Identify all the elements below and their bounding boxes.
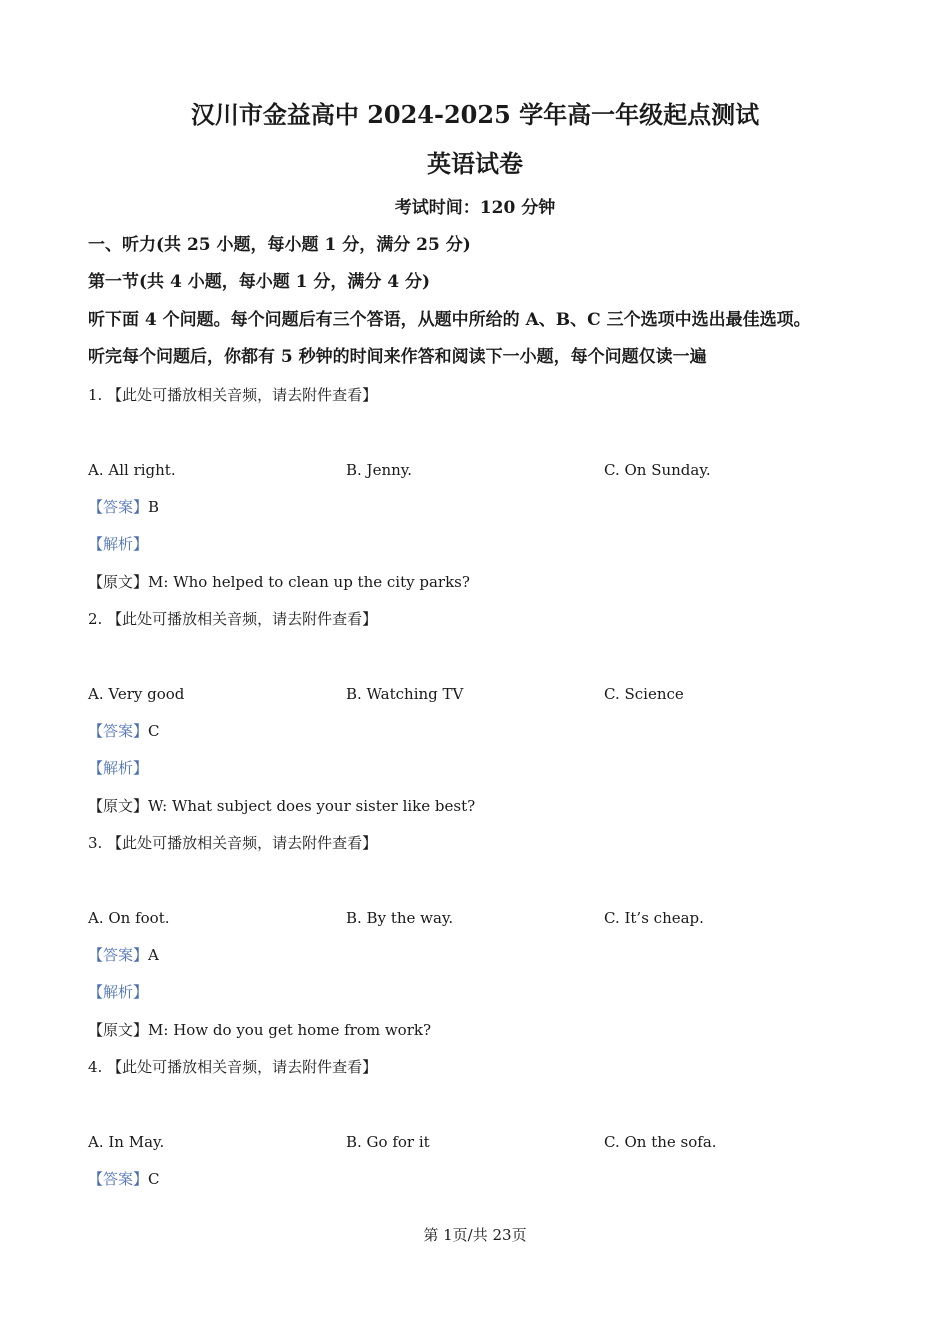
instruction-line: 听完每个问题后，你都有 5 秒钟的时间来作答和阅读下一小题，每个问题仅读一遍 — [88, 347, 707, 367]
analysis-line — [88, 757, 148, 779]
answer-tag: 【答案】 — [88, 946, 149, 964]
original-tag: 【原文】 — [88, 573, 149, 591]
answer-line — [88, 1168, 160, 1190]
answer-value: A — [148, 946, 159, 964]
answer-value: C — [148, 722, 160, 740]
original-text: M: Who helped to clean up the city parks? — [148, 573, 470, 591]
option-a: A. All right. — [88, 461, 176, 479]
original-text: W: What subject does your sister like best? — [148, 797, 476, 815]
answer-line — [88, 720, 160, 742]
question-prompt: 3. 【此处可播放相关音频，请去附件查看】 — [88, 834, 378, 852]
option-a: A. On foot. — [88, 909, 170, 927]
option-c: C. On Sunday. — [604, 461, 711, 479]
option-b: B. Watching TV — [346, 685, 464, 703]
answer-tag: 【答案】 — [88, 498, 149, 516]
analysis-tag: 【解析】 — [88, 759, 149, 777]
section-heading: 第一节(共 4 小题，每小题 1 分，满分 4 分) — [88, 272, 431, 292]
option-a: A. In May. — [88, 1133, 165, 1151]
answer-line — [88, 496, 159, 518]
answer-tag: 【答案】 — [88, 722, 149, 740]
option-b: B. By the way. — [346, 909, 454, 927]
option-a: A. Very good — [88, 685, 185, 703]
option-c: C. It’s cheap. — [604, 909, 704, 927]
exam-time: 考试时间：120 分钟 — [394, 198, 556, 218]
analysis-tag: 【解析】 — [88, 983, 149, 1001]
original-tag: 【原文】 — [88, 797, 149, 815]
analysis-line — [88, 533, 148, 555]
option-b: B. Jenny. — [346, 461, 413, 479]
answer-value: B — [148, 498, 160, 516]
document-title: 汉川市金益高中 2024-2025 学年高一年级起点测试 — [190, 100, 760, 129]
original-text: M: How do you get home from work? — [148, 1021, 432, 1039]
question-prompt: 1. 【此处可播放相关音频，请去附件查看】 — [88, 386, 378, 404]
page-indicator: 第 1页/共 23页 — [423, 1226, 527, 1244]
question-prompt: 4. 【此处可播放相关音频，请去附件查看】 — [88, 1058, 378, 1076]
option-c: C. Science — [604, 685, 684, 703]
document-subtitle: 英语试卷 — [427, 149, 523, 178]
answer-value: C — [148, 1170, 160, 1188]
analysis-tag: 【解析】 — [88, 535, 149, 553]
analysis-line — [88, 981, 148, 1003]
original-tag: 【原文】 — [88, 1021, 149, 1039]
original-line — [88, 795, 475, 817]
part-heading: 一、听力(共 25 小题，每小题 1 分，满分 25 分) — [88, 235, 471, 255]
original-line — [88, 1019, 431, 1041]
answer-line — [88, 944, 159, 966]
option-b: B. Go for it — [346, 1133, 430, 1151]
option-c: C. On the sofa. — [604, 1133, 717, 1151]
answer-tag: 【答案】 — [88, 1170, 149, 1188]
original-line — [88, 571, 470, 593]
question-prompt: 2. 【此处可播放相关音频，请去附件查看】 — [88, 610, 378, 628]
instruction-line: 听下面 4 个问题。每个问题后有三个答语，从题中所给的 A、B、C 三个选项中选出最佳选项。 — [88, 310, 811, 330]
